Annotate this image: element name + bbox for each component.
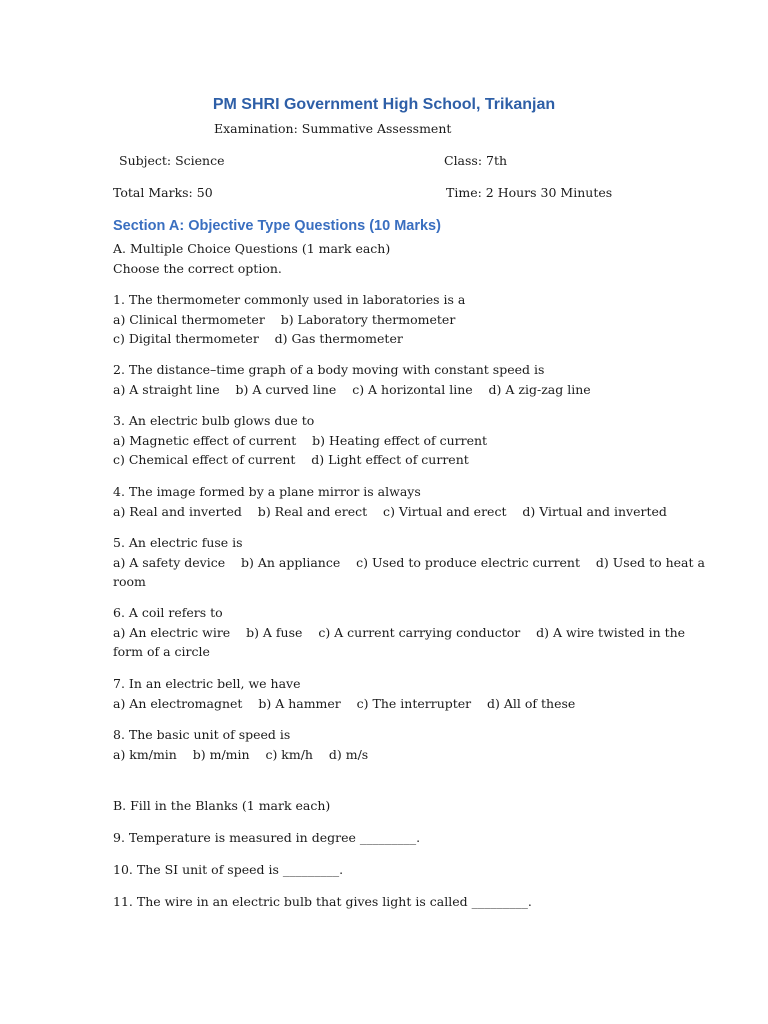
question-options: a) Real and inverted b) Real and erect c) Virtual and erect d) Virtual and inverted [113, 503, 667, 519]
class-label: Class: 7th [444, 153, 508, 168]
time-label: Time: 2 Hours 30 Minutes [446, 185, 613, 200]
question-options: a) Magnetic effect of current b) Heating effect of current [113, 432, 488, 448]
mcq-instruction: Choose the correct option. [113, 260, 282, 276]
total-marks-label: Total Marks: 50 [113, 185, 213, 200]
fill-heading: B. Fill in the Blanks (1 mark each) [113, 798, 331, 813]
question-options: form of a circle [113, 644, 210, 659]
question-text: 6. A coil refers to [113, 605, 223, 620]
question-options: a) A straight line b) A curved line c) A horizontal line d) A zig-zag line [113, 381, 591, 397]
question-5 [113, 533, 705, 592]
question-options: a) An electric wire b) A fuse c) A current carrying conductor d) A wire twisted in the [113, 624, 686, 640]
question-6 [113, 603, 686, 662]
fill-question-10: 10. The SI unit of speed is _________. [113, 862, 344, 877]
question-text: 2. The distance–time graph of a body moving with constant speed is [113, 362, 545, 377]
question-options: c) Digital thermometer d) Gas thermometer [113, 331, 403, 346]
question-options: a) An electromagnet b) A hammer c) The interrupter d) All of these [113, 695, 576, 711]
question-8 [113, 725, 653, 764]
question-text: 3. An electric bulb glows due to [113, 413, 315, 428]
question-text: 1. The thermometer commonly used in laboratories is a [113, 292, 466, 307]
question-text: 8. The basic unit of speed is [113, 727, 291, 742]
question-options: a) A safety device b) An appliance c) Used to produce electric current d) Used to heat a [113, 554, 705, 570]
mcq-intro [113, 239, 653, 278]
question-text: 5. An electric fuse is [113, 535, 243, 550]
mcq-heading: A. Multiple Choice Questions (1 mark each) [113, 241, 391, 256]
question-1 [113, 290, 653, 349]
fill-question-11: 11. The wire in an electric bulb that gives light is called _________. [113, 894, 532, 909]
question-3 [113, 411, 653, 470]
question-text: 7. In an electric bell, we have [113, 676, 301, 691]
question-options: a) km/min b) m/min c) km/h d) m/s [113, 746, 369, 762]
question-options: a) Clinical thermometer b) Laboratory thermometer [113, 311, 456, 327]
examination-line: Examination: Summative Assessment [214, 121, 452, 136]
question-7 [113, 674, 653, 713]
question-options: room [113, 574, 146, 589]
school-title: PM SHRI Government High School, Trikanjan [212, 96, 556, 113]
question-4 [113, 482, 667, 521]
section-a-title: Section A: Objective Type Questions (10 Marks) [113, 218, 441, 234]
subject-label: Subject: Science [119, 153, 225, 168]
question-text: 4. The image formed by a plane mirror is always [113, 484, 421, 499]
question-2 [113, 360, 653, 399]
fill-question-9: 9. Temperature is measured in degree _________. [113, 830, 421, 845]
question-options: c) Chemical effect of current d) Light effect of current [113, 452, 469, 467]
